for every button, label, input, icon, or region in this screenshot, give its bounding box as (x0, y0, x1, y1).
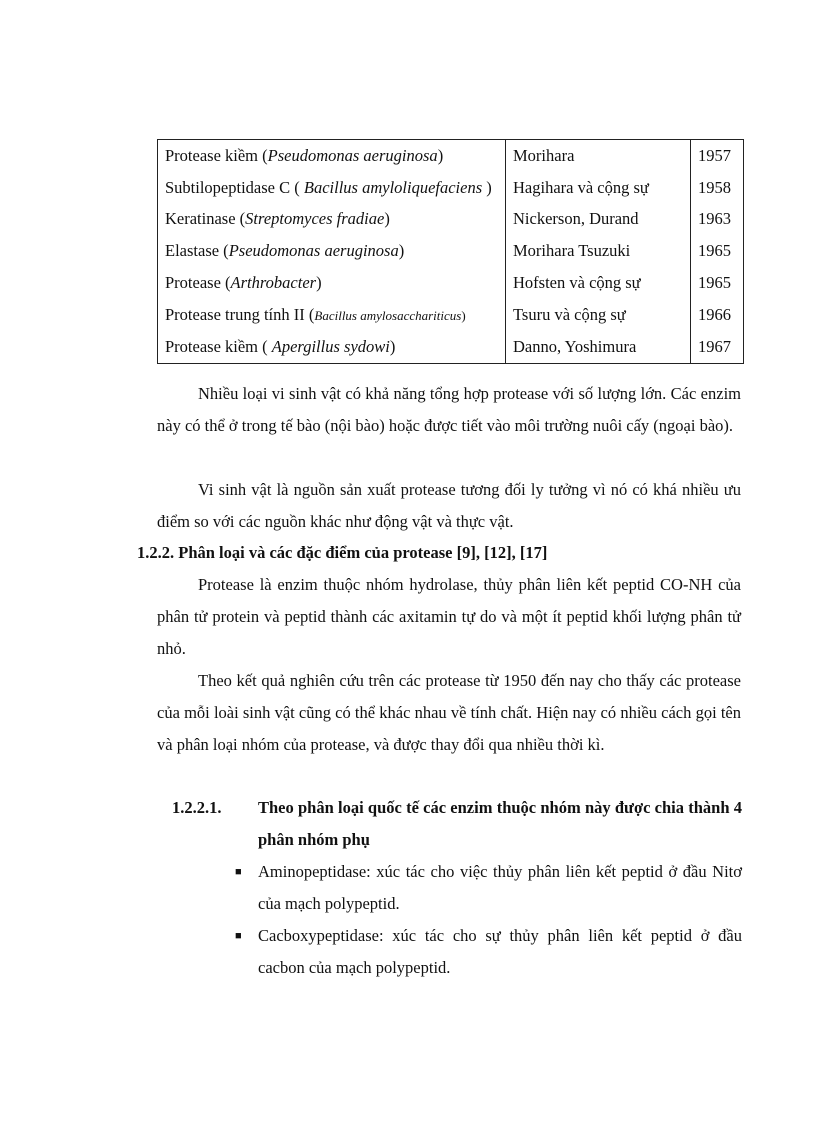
author-cell: Danno, Yoshimura (506, 331, 691, 363)
year-cell: 1963 (691, 204, 744, 236)
organism-name: Streptomyces fradiae (245, 209, 385, 229)
enzyme-name-cell (158, 331, 506, 363)
bullet-marker: ■ (235, 930, 242, 942)
table-row (158, 235, 744, 267)
year-cell: 1965 (691, 235, 744, 267)
enzyme-name: Protease kiềm ( (165, 336, 272, 356)
subsection-number: 1.2.2.1. (172, 798, 222, 817)
paragraph-protease-definition: Protease là enzim thuộc nhóm hydrolase, thủy phân liên kết peptid CO-NH của phân tử protein và peptid thành các axitamin tự do và một ít peptid khối lượng phân tử nhỏ. (157, 575, 741, 658)
bullet-aminopeptidase: Aminopeptidase: xúc tác cho việc thủy phân liên kết peptid ở đầu Nitơ của mạch polypeptid. (258, 862, 742, 913)
author-cell: Morihara Tsuzuki (506, 235, 691, 267)
author-cell: Hofsten và cộng sự (506, 267, 691, 299)
year-cell: 1965 (691, 267, 744, 299)
year-cell: 1967 (691, 331, 744, 363)
enzyme-name-cell (158, 299, 506, 331)
enzyme-name: Subtilopeptidase C ( (165, 177, 304, 197)
organism-name: Apergillus sydowi (271, 336, 390, 356)
enzyme-name-close: ) (461, 307, 466, 323)
enzyme-name-cell (158, 204, 506, 236)
enzyme-name-cell (158, 140, 506, 172)
enzyme-name: Elastase ( (165, 241, 229, 261)
year-cell: 1958 (691, 172, 744, 204)
enzyme-name-close: ) (437, 145, 444, 165)
enzyme-name-close: ) (398, 241, 405, 261)
table-row (158, 140, 744, 172)
organism-name: Bacillus amyloliquefaciens (303, 177, 483, 197)
paragraph-microbial-source: Vi sinh vật là nguồn sản xuất protease tương đối ly tưởng vì nó có khá nhiều ưu điểm so với các nguồn khác như động vật và thực vật. (157, 480, 741, 531)
table-row (158, 299, 744, 331)
subsection-title: Theo phân loại quốc tế các enzim thuộc nhóm này được chia thành 4 phân nhóm phụ (258, 798, 742, 849)
year-cell: 1966 (691, 299, 744, 331)
organism-name: Pseudomonas aeruginosa (267, 145, 438, 165)
paragraph-research-results: Theo kết quả nghiên cứu trên các protease từ 1950 đến nay cho thấy các protease của mỗi loài sinh vật cũng có thể khác nhau về tính chất. Hiện nay có nhiều cách gọi tên và phân loại nhóm của protease, và được thay đổi qua nhiều thời kì. (157, 671, 741, 754)
table-row (158, 331, 744, 363)
table-row (158, 172, 744, 204)
organism-name: Pseudomonas aeruginosa (228, 241, 399, 261)
section-heading-1-2-2: 1.2.2. Phân loại và các đặc điểm của protease [9], [12], [17] (137, 543, 548, 562)
enzyme-name: Keratinase ( (165, 209, 246, 229)
author-cell: Hagihara và cộng sự (506, 172, 691, 204)
enzyme-name-close: ) (316, 273, 322, 293)
enzyme-name-close: ) (384, 209, 390, 229)
enzyme-name-cell (158, 235, 506, 267)
enzyme-name: Protease kiềm ( (165, 145, 268, 165)
organism-name: Bacillus amylosacchariticus (314, 307, 462, 323)
table-row (158, 204, 744, 236)
enzyme-name-cell (158, 172, 506, 204)
organism-name: Arthrobacter (230, 273, 317, 293)
bullet-cacboxypeptidase: Cacboxypeptidase: xúc tác cho sự thủy phân liên kết peptid ở đầu cacbon của mạch polypeptid. (258, 926, 742, 977)
author-cell: Tsuru và cộng sự (506, 299, 691, 331)
author-cell: Morihara (506, 140, 691, 172)
enzyme-name-cell (158, 267, 506, 299)
enzyme-name-close: ) (389, 336, 396, 356)
year-cell: 1957 (691, 140, 744, 172)
enzyme-name: Protease trung tính II ( (165, 304, 315, 324)
enzyme-name-close: ) (482, 177, 492, 197)
bullet-marker: ■ (235, 866, 242, 878)
table-row (158, 267, 744, 299)
author-cell: Nickerson, Durand (506, 204, 691, 236)
paragraph-microbial-protease: Nhiều loại vi sinh vật có khả năng tổng hợp protease với số lượng lớn. Các enzim này có thể ở trong tế bào (nội bào) hoặc được tiết vào môi trường nuôi cấy (ngoại bào). (157, 384, 741, 435)
enzyme-history-table (157, 139, 744, 364)
enzyme-name: Protease ( (165, 273, 231, 293)
